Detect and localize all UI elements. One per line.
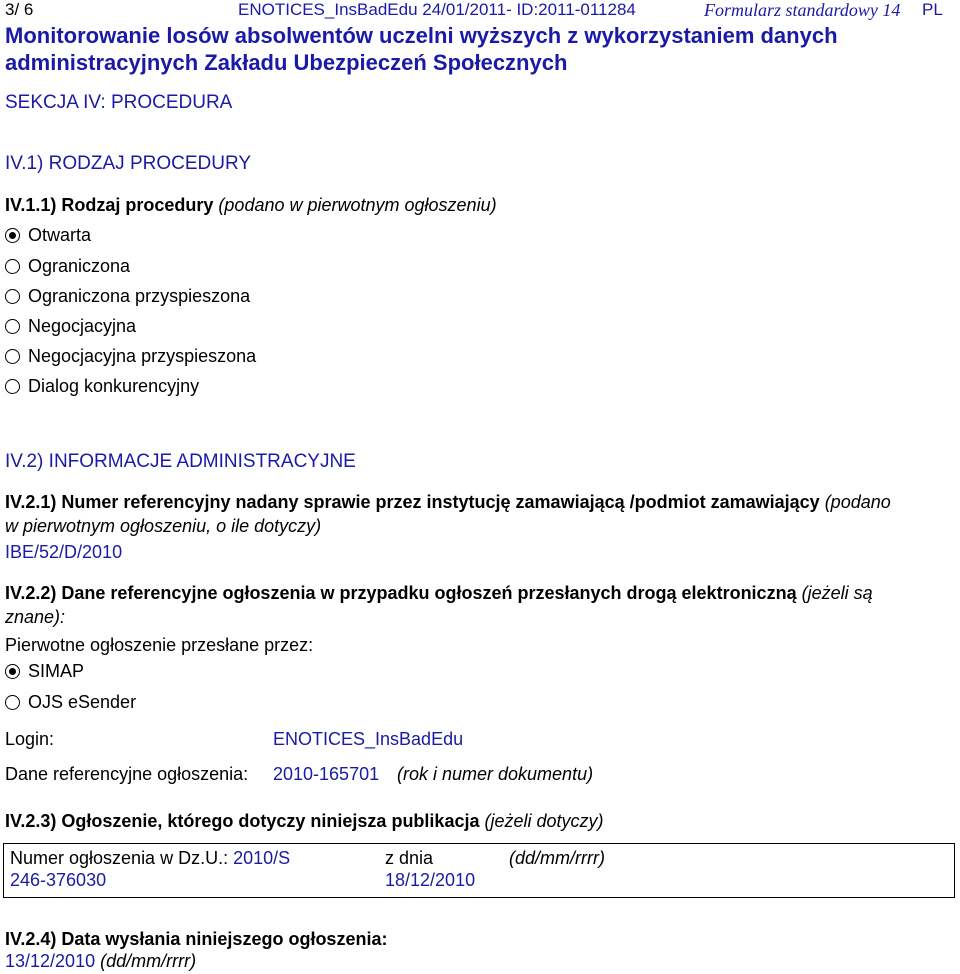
- dispatch-date-line: [5, 950, 196, 972]
- procedure-kind-note: (podano w pierwotnym ogłoszeniu): [218, 195, 497, 215]
- electronic-reference-label: IV.2.2) Dane referencyjne ogłoszenia w przypadku ogłoszeń przesłanych drogą elektroniczną: [5, 583, 797, 603]
- radio-option-simap[interactable]: [5, 660, 84, 682]
- document-title-line-2: administracyjnych Zakładu Ubezpieczeń Społecznych: [5, 50, 568, 75]
- radio-option-negocjacyjna-przyspieszona[interactable]: [5, 345, 256, 367]
- login-label: Login:: [5, 729, 55, 749]
- radio-selected-icon[interactable]: [5, 664, 20, 679]
- radio-option-otwarta[interactable]: [5, 224, 91, 246]
- reference-number-heading: [5, 491, 891, 513]
- radio-option-ojs-esender[interactable]: [5, 691, 136, 713]
- radio-option-negocjacyjna[interactable]: [5, 315, 136, 337]
- radio-empty-icon[interactable]: [5, 259, 20, 274]
- electronic-reference-note-b: znane):: [5, 607, 66, 627]
- sent-by-label: Pierwotne ogłoszenie przesłane przez:: [5, 635, 314, 655]
- procedure-kind-label: IV.1.1) Rodzaj procedury: [5, 195, 214, 215]
- option-label: Negocjacyjna: [28, 316, 137, 336]
- option-label: Negocjacyjna przyspieszona: [28, 346, 257, 366]
- procedure-type-heading: IV.1) RODZAJ PROCEDURY: [5, 153, 251, 174]
- radio-empty-icon[interactable]: [5, 319, 20, 334]
- radio-selected-icon[interactable]: [5, 228, 20, 243]
- document-title-line-1: Monitorowanie losów absolwentów uczelni wyższych z wykorzystaniem danych: [5, 23, 838, 48]
- radio-empty-icon[interactable]: [5, 349, 20, 364]
- oj-number-value-a: 2010/S: [233, 848, 291, 868]
- notice-id: ENOTICES_InsBadEdu 24/01/2011- ID:2011-011284: [238, 0, 636, 19]
- oj-number-value-b: 246-376030: [10, 870, 107, 890]
- section-title: SEKCJA IV: PROCEDURA: [5, 92, 233, 113]
- oj-date-value: 18/12/2010: [385, 870, 476, 890]
- oj-number-label: Numer ogłoszenia w Dz.U.:: [10, 848, 229, 868]
- related-notice-box: [3, 843, 955, 898]
- oj-date-format: (dd/mm/rrrr): [509, 848, 605, 868]
- reference-number-note-a: (podano: [824, 492, 891, 512]
- reference-number-note-b: w pierwotnym ogłoszeniu, o ile dotyczy): [5, 516, 322, 536]
- radio-option-ograniczona[interactable]: [5, 255, 130, 277]
- related-notice-label: IV.2.3) Ogłoszenie, którego dotyczy niniejsza publikacja: [5, 811, 480, 831]
- procedure-kind-heading: [5, 194, 497, 216]
- reference-number-label: IV.2.1) Numer referencyjny nadany sprawie przez instytucję zamawiającą /podmiot zamawiający: [5, 492, 820, 512]
- radio-empty-icon[interactable]: [5, 695, 20, 710]
- electronic-reference-note-a: (jeżeli są: [801, 583, 873, 603]
- dispatch-date-value: 13/12/2010: [5, 951, 96, 971]
- electronic-reference-heading: [5, 582, 873, 604]
- option-label: Ograniczona przyspieszona: [28, 286, 251, 306]
- notice-reference-label: Dane referencyjne ogłoszenia:: [5, 764, 249, 784]
- option-label: SIMAP: [28, 661, 85, 681]
- oj-date-label: z dnia: [385, 848, 434, 868]
- reference-number-value: IBE/52/D/2010: [5, 542, 123, 562]
- page-number: 3/ 6: [5, 0, 34, 19]
- option-label: OJS eSender: [28, 692, 137, 712]
- dispatch-date-heading: IV.2.4) Data wysłania niniejszego ogłoszenia:: [5, 929, 388, 949]
- related-notice-heading: [5, 810, 604, 832]
- administrative-info-heading: IV.2) INFORMACJE ADMINISTRACYJNE: [5, 451, 356, 472]
- language-code: PL: [922, 0, 943, 19]
- notice-reference-value: 2010-165701: [273, 764, 380, 784]
- option-label: Otwarta: [28, 225, 92, 245]
- radio-option-dialog-konkurencyjny[interactable]: [5, 375, 199, 397]
- dispatch-date-format: (dd/mm/rrrr): [100, 951, 197, 971]
- oj-number-line: [10, 847, 290, 869]
- notice-reference-note: (rok i numer dokumentu): [397, 764, 594, 784]
- radio-empty-icon[interactable]: [5, 289, 20, 304]
- option-label: Ograniczona: [28, 256, 131, 276]
- option-label: Dialog konkurencyjny: [28, 376, 200, 396]
- related-notice-note: (jeżeli dotyczy): [484, 811, 604, 831]
- radio-empty-icon[interactable]: [5, 379, 20, 394]
- radio-option-ograniczona-przyspieszona[interactable]: [5, 285, 250, 307]
- form-type: Formularz standardowy 14: [704, 0, 901, 20]
- login-value: ENOTICES_InsBadEdu: [273, 729, 464, 749]
